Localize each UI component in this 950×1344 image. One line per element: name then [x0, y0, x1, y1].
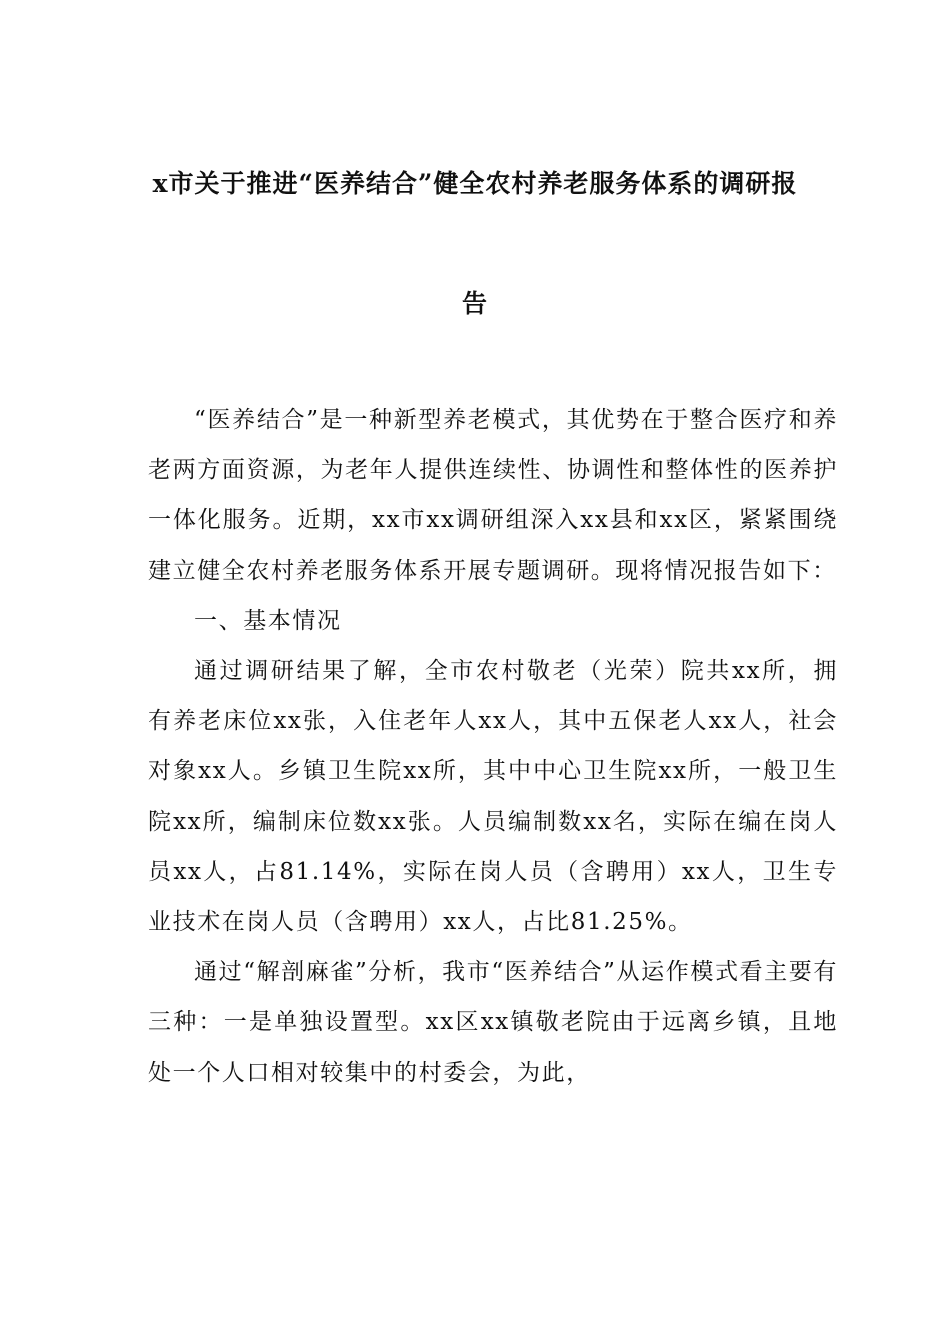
- paragraph-basic-situation: 通过调研结果了解，全市农村敬老（光荣）院共xx所，拥有养老床位xx张，入住老年人xx人，其中五保老人xx人，社会对象xx人。乡镇卫生院xx所，其中中心卫生院xx所，一般卫生院xx所，编制床位数xx张。人员编制数xx名，实际在编在岗人员xx人，占81.14%，实际在岗人员（含聘用）xx人，卫生专业技术在岗人员（含聘用）xx人，占比81.25%。: [148, 658, 838, 936]
- paragraph-intro: “医养结合”是一种新型养老模式，其优势在于整合医疗和养老两方面资源，为老年人提供连续性、协调性和整体性的医养护一体化服务。近期，xx市xx调研组深入xx县和xx区，紧紧围绕建立健全农村养老服务体系开展专题调研。现将情况报告如下：: [148, 407, 838, 584]
- document-title-line-2: 告: [461, 289, 488, 318]
- paragraph-operation-modes: 通过“解剖麻雀”分析，我市“医养结合”从运作模式看主要有三种：一是单独设置型。xx区xx镇敬老院由于远离乡镇，且地处一个人口相对较集中的村委会，为此，: [148, 959, 838, 1086]
- section-heading-basic-situation: 一、基本情况: [194, 607, 342, 634]
- document-title-line-1: x市关于推进“医养结合”健全农村养老服务体系的调研报: [152, 169, 798, 198]
- document-body: [148, 395, 838, 1098]
